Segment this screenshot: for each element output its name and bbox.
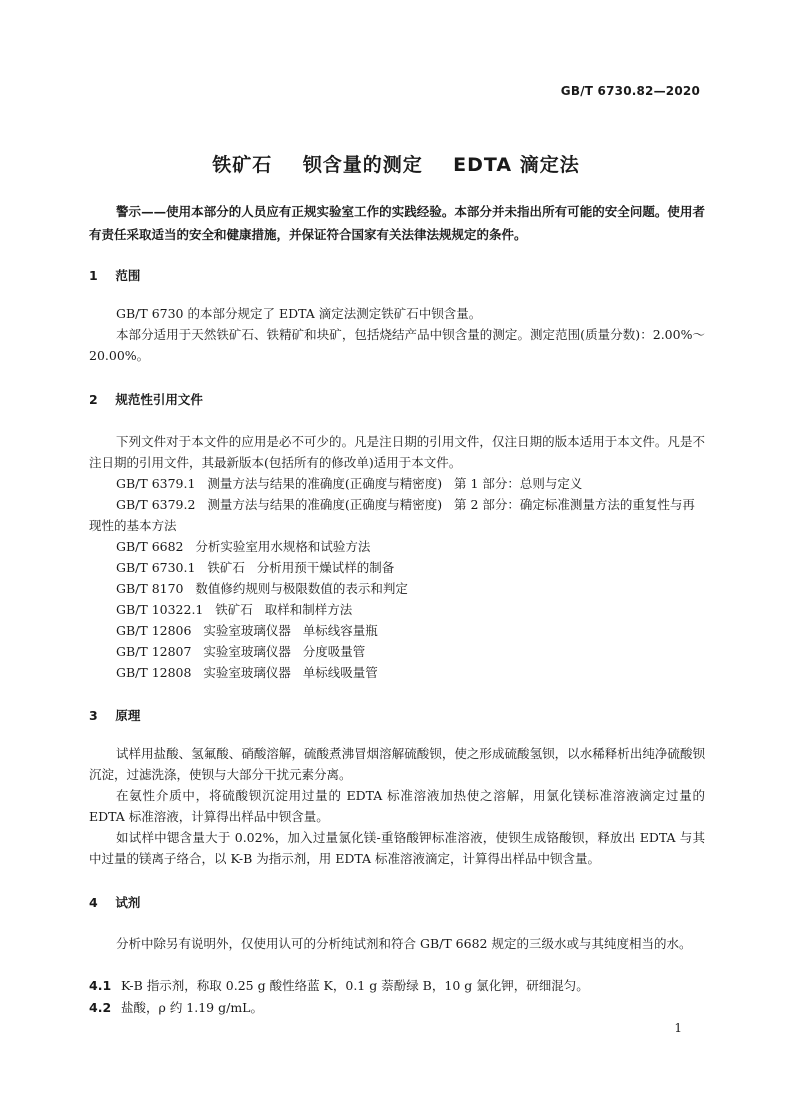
reagent-item [89, 975, 705, 996]
standard-code: GB/T 6730.82—2020 [560, 84, 700, 98]
section-title: 范围 [115, 268, 141, 283]
section-title: 规范性引用文件 [115, 392, 203, 407]
reference-item: GB/T 6682 分析实验室用水规格和试验方法 [116, 539, 371, 554]
reference-item: GB/T 12806 实验室玻璃仪器 单标线容量瓶 [116, 623, 378, 638]
section-heading-1 [89, 266, 140, 284]
section-title: 试剂 [115, 895, 141, 910]
item-number: 4.2 [89, 1000, 112, 1015]
section-number: 1 [89, 268, 98, 283]
paragraph: 在氨性介质中，将硫酸钡沉淀用过量的 EDTA 标准溶液加热使之溶解，用氯化镁标准溶液滴定过量的 EDTA 标准溶液，计算得出样品中钡含量。 [89, 788, 705, 824]
page-number: 1 [674, 1021, 682, 1035]
section-heading-2 [89, 390, 203, 408]
paragraph: 分析中除另有说明外，仅使用认可的分析纯试剂和符合 GB/T 6682 规定的三级水或与其纯度相当的水。 [116, 936, 692, 951]
section-number: 3 [89, 708, 98, 723]
reference-item: GB/T 8170 数值修约规则与极限数值的表示和判定 [116, 581, 408, 596]
paragraph: 如试样中锶含量大于 0.02%，加入过量氯化镁-重铬酸钾标准溶液，使钡生成铬酸钡，释放出 EDTA 与其中过量的镁离子络合，以 K-B 为指示剂，用 EDTA 标准溶液滴定，计算得出样品中钡含量。 [89, 830, 705, 866]
reference-item: GB/T 6379.1 测量方法与结果的准确度(正确度与精密度) 第 1 部分：总则与定义 [116, 476, 583, 491]
item-number: 4.1 [89, 978, 112, 993]
section-number: 4 [89, 895, 98, 910]
paragraph: 下列文件对于本文件的应用是必不可少的。凡是注日期的引用文件，仅注日期的版本适用于本文件。凡是不注日期的引用文件，其最新版本(包括所有的修改单)适用于本文件。 [89, 434, 705, 470]
section-heading-4 [89, 893, 140, 911]
section-title: 原理 [115, 708, 141, 723]
paragraph: GB/T 6730 的本部分规定了 EDTA 滴定法测定铁矿石中钡含量。 [116, 306, 482, 321]
reference-item: GB/T 10322.1 铁矿石 取样和制样方法 [116, 602, 353, 617]
item-text: K-B 指示剂，称取 0.25 g 酸性络蓝 K，0.1 g 萘酚绿 B，10 g 氯化钾，研细混匀。 [121, 978, 589, 993]
reference-item: GB/T 6379.2 测量方法与结果的准确度(正确度与精密度) 第 2 部分：确定标准测量方法的重复性与再现性的基本方法 [89, 497, 695, 533]
section-number: 2 [89, 392, 98, 407]
reference-item: GB/T 6730.1 铁矿石 分析用预干燥试样的制备 [116, 560, 395, 575]
item-text: 盐酸，ρ 约 1.19 g/mL。 [121, 1000, 263, 1015]
reference-item: GB/T 12807 实验室玻璃仪器 分度吸量管 [116, 644, 366, 659]
reagent-item [89, 997, 705, 1018]
paragraph: 试样用盐酸、氢氟酸、硝酸溶解，硫酸煮沸冒烟溶解硫酸钡，使之形成硫酸氢钡，以水稀释析出纯净硫酸钡沉淀，过滤洗涤，使钡与大部分干扰元素分离。 [89, 746, 705, 782]
section-heading-3 [89, 706, 140, 724]
document-title: 铁矿石 钡含量的测定 EDTA 滴定法 [212, 154, 580, 176]
paragraph: 本部分适用于天然铁矿石、铁精矿和块矿，包括烧结产品中钡含量的测定。测定范围(质量分数)：2.00%～20.00%。 [89, 327, 705, 363]
warning-paragraph: 警示——使用本部分的人员应有正规实验室工作的实践经验。本部分并未指出所有可能的安全问题。使用者有责任采取适当的安全和健康措施，并保证符合国家有关法律法规规定的条件。 [89, 204, 705, 242]
reference-item: GB/T 12808 实验室玻璃仪器 单标线吸量管 [116, 665, 378, 680]
